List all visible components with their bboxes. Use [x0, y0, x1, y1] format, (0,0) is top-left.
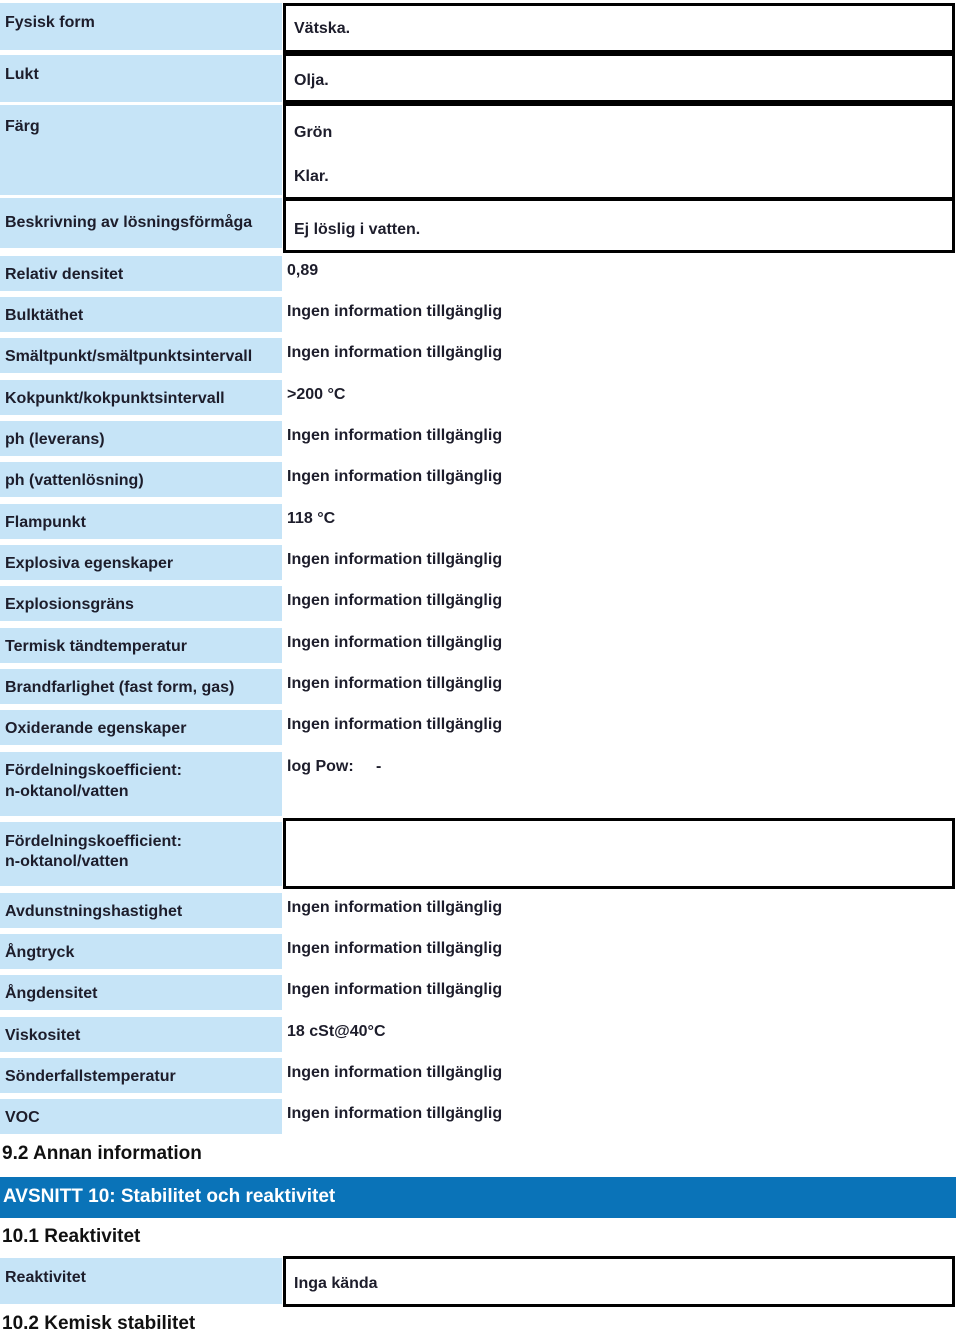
label-explosion-limit: Explosionsgräns [0, 586, 282, 621]
label-oxidizing-properties: Oxiderande egenskaper [0, 710, 282, 745]
value-box-solubility [283, 198, 955, 253]
label-physical-form: Fysisk form [0, 3, 282, 50]
label-flash-point: Flampunkt [0, 504, 282, 539]
label-melting-point: Smältpunkt/smältpunktsintervall [0, 338, 282, 373]
value-log-pow-key: log Pow: [287, 758, 354, 775]
value-boiling-point: >200 °C [287, 386, 346, 403]
value-decomposition-temperature: Ingen information tillgänglig [287, 1064, 503, 1081]
value-solubility: Ej löslig i vatten. [294, 221, 421, 238]
label-viscosity: Viskositet [0, 1017, 282, 1052]
value-color-1: Grön [294, 124, 333, 141]
label-odor: Lukt [0, 55, 282, 102]
value-relative-density: 0,89 [287, 262, 319, 279]
label-ph-solution: ph (vattenlösning) [0, 462, 282, 497]
value-color-2: Klar. [294, 168, 329, 185]
value-box-partition-coefficient-2 [283, 818, 955, 889]
label-reactivity: Reaktivitet [0, 1258, 282, 1304]
label-ph-delivery: ph (leverans) [0, 421, 282, 456]
value-physical-form: Vätska. [294, 20, 351, 37]
value-log-pow: - [376, 758, 382, 775]
label-partition-coefficient: Fördelningskoefficient: n-oktanol/vatten [0, 752, 282, 816]
label-explosive-properties: Explosiva egenskaper [0, 545, 282, 580]
heading-reactivity: 10.1 Reaktivitet [2, 1226, 141, 1247]
value-explosion-limit: Ingen information tillgänglig [287, 592, 503, 609]
label-vapor-density: Ångdensitet [0, 975, 282, 1010]
heading-other-information: 9.2 Annan information [2, 1143, 202, 1164]
value-flammability: Ingen information tillgänglig [287, 675, 503, 692]
value-box-reactivity [283, 1256, 955, 1307]
value-bulk-density: Ingen information tillgänglig [287, 303, 503, 320]
label-flammability: Brandfarlighet (fast form, gas) [0, 669, 282, 704]
value-voc: Ingen information tillgänglig [287, 1105, 503, 1122]
label-evaporation-rate: Avdunstningshastighet [0, 893, 282, 928]
value-vapor-pressure: Ingen information tillgänglig [287, 940, 503, 957]
value-vapor-density: Ingen information tillgänglig [287, 981, 503, 998]
value-ph-delivery: Ingen information tillgänglig [287, 427, 503, 444]
label-partition-coefficient-2: Fördelningskoefficient: n-oktanol/vatten [0, 822, 282, 886]
section-10-title: AVSNITT 10: Stabilitet och reaktivitet [3, 1186, 336, 1207]
label-boiling-point: Kokpunkt/kokpunktsintervall [0, 380, 282, 415]
value-ph-solution: Ingen information tillgänglig [287, 468, 503, 485]
label-color: Färg [0, 105, 282, 195]
label-vapor-pressure: Ångtryck [0, 934, 282, 969]
value-ignition-temperature: Ingen information tillgänglig [287, 634, 503, 651]
value-explosive-properties: Ingen information tillgänglig [287, 551, 503, 568]
value-flash-point: 118 °C [287, 510, 336, 527]
value-box-color [283, 103, 955, 200]
value-viscosity: 18 cSt@40°C [287, 1023, 386, 1040]
label-voc: VOC [0, 1099, 282, 1134]
label-relative-density: Relativ densitet [0, 256, 282, 291]
label-solubility: Beskrivning av lösningsförmåga [0, 198, 282, 248]
heading-chemical-stability: 10.2 Kemisk stabilitet [2, 1313, 196, 1334]
value-oxidizing-properties: Ingen information tillgänglig [287, 716, 503, 733]
label-bulk-density: Bulktäthet [0, 297, 282, 332]
value-box-odor [283, 53, 955, 103]
value-melting-point: Ingen information tillgänglig [287, 344, 503, 361]
section-10-bar [0, 1177, 956, 1218]
value-odor: Olja. [294, 72, 329, 89]
value-evaporation-rate: Ingen information tillgänglig [287, 899, 503, 916]
label-ignition-temperature: Termisk tändtemperatur [0, 628, 282, 663]
label-decomposition-temperature: Sönderfallstemperatur [0, 1058, 282, 1093]
value-reactivity: Inga kända [294, 1275, 378, 1292]
value-box-physical-form [283, 3, 955, 53]
